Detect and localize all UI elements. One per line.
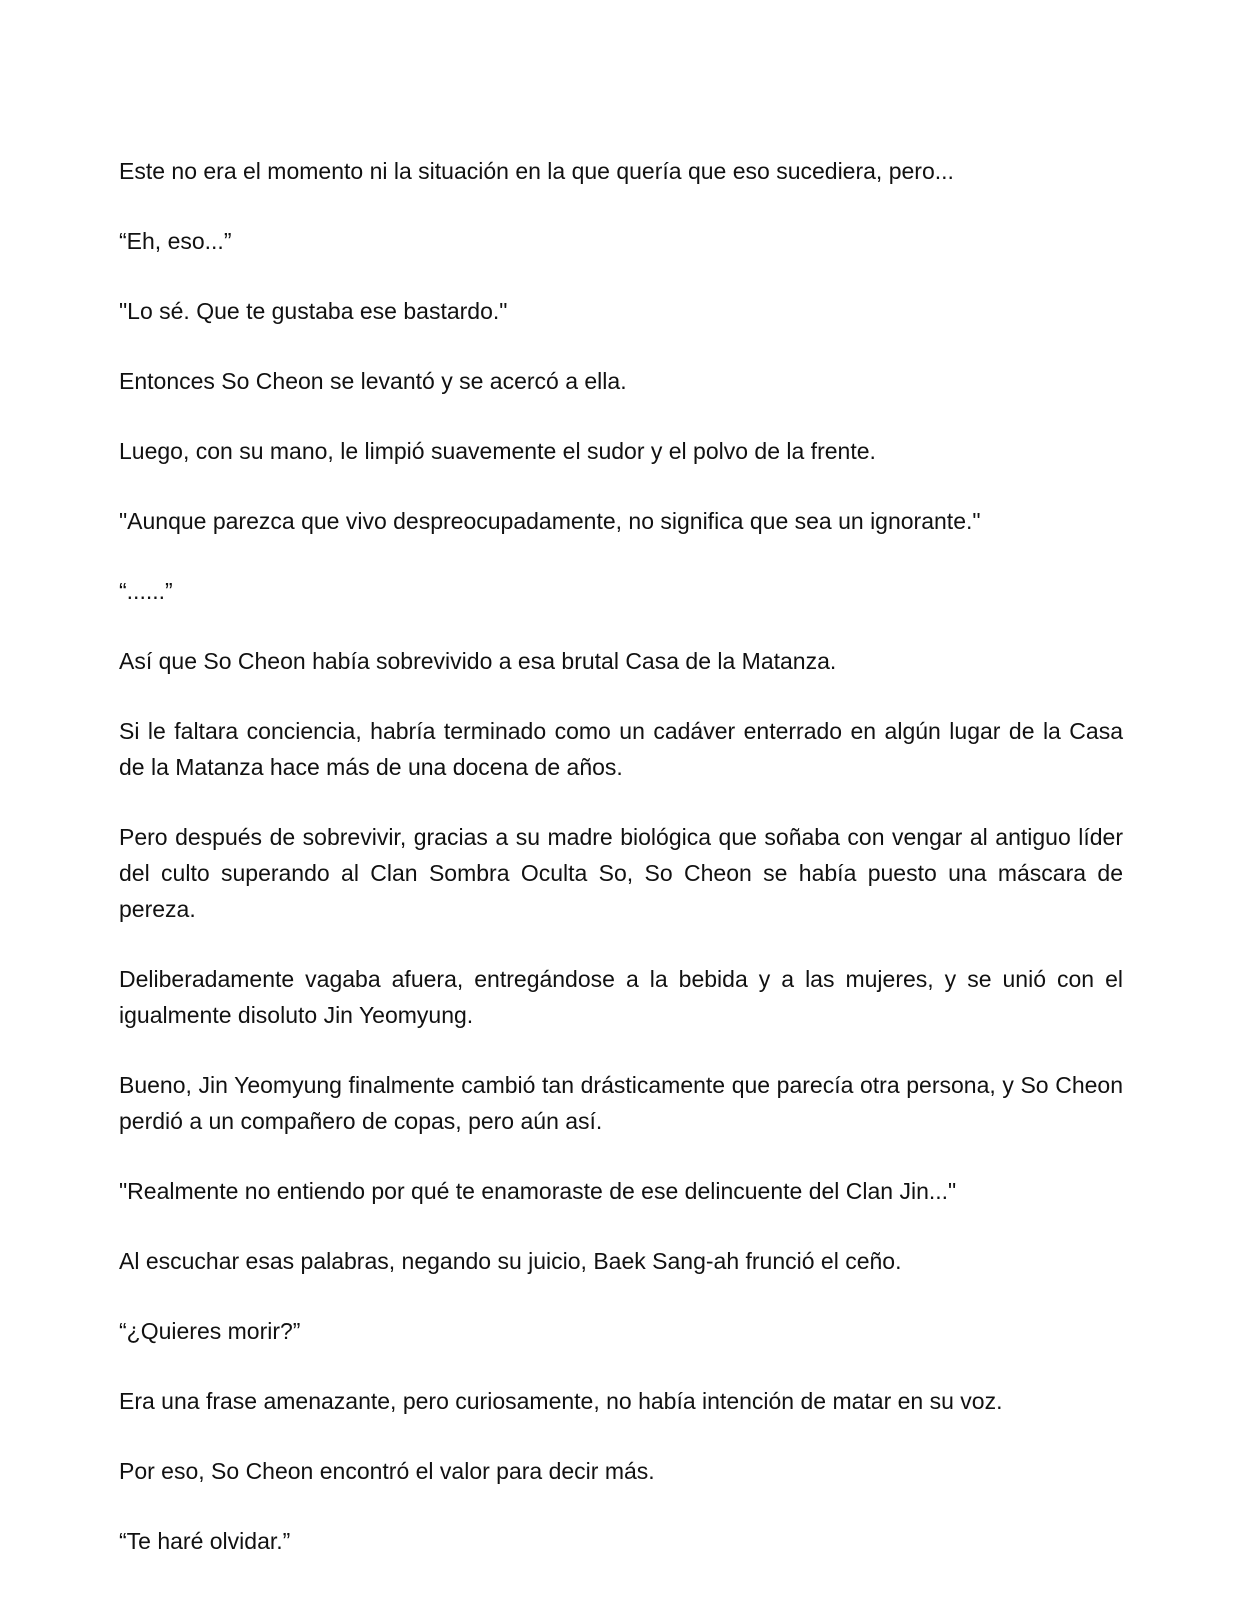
paragraph: Pero después de sobrevivir, gracias a su madre biológica que soñaba con vengar al antiguo líder del culto superando al Clan Sombra Oculta So, So Cheon se había puesto una máscara de pereza. — [119, 824, 1123, 922]
paragraph: “Te haré olvidar.” — [119, 1528, 291, 1554]
paragraph: Entonces So Cheon se levantó y se acercó a ella. — [119, 368, 627, 394]
paragraph: "Lo sé. Que te gustaba ese bastardo." — [119, 298, 508, 324]
paragraph: "Realmente no entiendo por qué te enamoraste de ese delincuente del Clan Jin..." — [119, 1178, 957, 1204]
paragraph: Este no era el momento ni la situación en la que quería que eso sucediera, pero... — [119, 158, 954, 184]
paragraph: Bueno, Jin Yeomyung finalmente cambió tan drásticamente que parecía otra persona, y So Cheon perdió a un compañero de copas, pero aún así. — [119, 1072, 1123, 1134]
paragraph: Así que So Cheon había sobrevivido a esa brutal Casa de la Matanza. — [119, 648, 837, 674]
paragraph: Era una frase amenazante, pero curiosamente, no había intención de matar en su voz. — [119, 1388, 1003, 1414]
paragraph: Si le faltara conciencia, habría terminado como un cadáver enterrado en algún lugar de la Casa de la Matanza hace más de una docena de años. — [119, 718, 1123, 780]
paragraph: Al escuchar esas palabras, negando su juicio, Baek Sang-ah frunció el ceño. — [119, 1248, 902, 1274]
document-body — [119, 153, 1123, 1593]
paragraph: Deliberadamente vagaba afuera, entregándose a la bebida y a las mujeres, y se unió con el igualmente disoluto Jin Yeomyung. — [119, 966, 1123, 1028]
paragraph: “¿Quieres morir?” — [119, 1318, 301, 1344]
paragraph: Luego, con su mano, le limpió suavemente el sudor y el polvo de la frente. — [119, 438, 876, 464]
paragraph: Por eso, So Cheon encontró el valor para decir más. — [119, 1458, 655, 1484]
paragraph: “Eh, eso...” — [119, 228, 232, 254]
paragraph: “......” — [119, 578, 173, 604]
paragraph: "Aunque parezca que vivo despreocupadamente, no significa que sea un ignorante." — [119, 508, 981, 534]
